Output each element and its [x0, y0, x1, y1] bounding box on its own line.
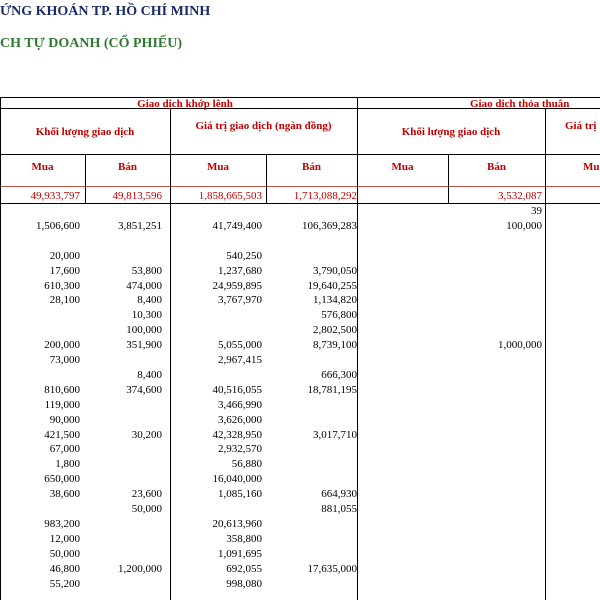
cell-gt-ban: 664,930	[321, 488, 357, 500]
header-volume: Khối lượng giao dịch	[35, 126, 135, 138]
cell-kl-ban: 50,000	[131, 503, 162, 515]
cell-tt-kl-ban: 39	[531, 205, 542, 217]
cell-kl-mua: 610,300	[44, 280, 80, 292]
cell-gt-mua: 358,800	[226, 533, 262, 545]
cell-kl-mua: 90,000	[49, 414, 80, 426]
cell-kl-mua: 28,100	[49, 294, 80, 306]
cell-gt-mua: 1,237,680	[218, 265, 262, 277]
cell-kl-mua: 1,800	[55, 458, 80, 470]
cell-kl-mua: 50,000	[49, 548, 80, 560]
cell-gt-mua: 41,749,400	[212, 220, 262, 232]
cell-gt-ban: 3,790,050	[313, 265, 357, 277]
cell-kl-mua: 55,200	[49, 578, 80, 590]
total-gt-mua: 1,858,665,503	[198, 190, 262, 202]
cell-kl-mua: 810,600	[44, 384, 80, 396]
cell-gt-mua: 3,767,970	[218, 294, 262, 306]
cell-gt-mua: 16,040,000	[212, 473, 262, 485]
col-border	[170, 108, 171, 600]
cell-gt-ban: 3,017,710	[313, 429, 357, 441]
cell-kl-mua: 200,000	[44, 339, 80, 351]
cell-tt-kl-ban: 100,000	[506, 220, 542, 232]
cell-gt-ban: 881,055	[321, 503, 357, 515]
cell-gt-mua: 692,055	[226, 563, 262, 575]
cell-kl-ban: 8,400	[137, 294, 162, 306]
cell-kl-ban: 10,300	[131, 309, 162, 321]
cell-gt-ban: 18,781,195	[307, 384, 357, 396]
cell-kl-ban: 3,851,251	[118, 220, 162, 232]
header-buy: Mu	[583, 161, 600, 173]
cell-gt-mua: 20,613,960	[212, 518, 262, 530]
header-sell: Bán	[487, 161, 506, 173]
cell-gt-mua: 3,626,000	[218, 414, 262, 426]
cell-kl-ban: 23,600	[131, 488, 162, 500]
total-tt-kl-ban: 3,532,087	[498, 190, 542, 202]
cell-gt-mua: 24,959,895	[212, 280, 262, 292]
cell-gt-ban: 576,800	[321, 309, 357, 321]
cell-gt-ban: 17,635,000	[307, 563, 357, 575]
cell-kl-ban: 100,000	[126, 324, 162, 336]
report-title: CH TỰ DOANH (CỔ PHIẾU)	[0, 36, 182, 51]
exchange-title: ỨNG KHOÁN TP. HỒ CHÍ MINH	[0, 4, 211, 19]
total-kl-mua: 49,933,797	[30, 190, 80, 202]
header-buy: Mua	[391, 161, 414, 173]
cell-gt-ban: 1,134,820	[313, 294, 357, 306]
col-border	[545, 108, 546, 600]
cell-gt-ban: 106,369,283	[302, 220, 357, 232]
cell-gt-mua: 540,250	[226, 250, 262, 262]
total-top-accent	[0, 186, 600, 187]
cell-kl-ban: 30,200	[131, 429, 162, 441]
cell-kl-mua: 46,800	[49, 563, 80, 575]
cell-kl-mua: 650,000	[44, 473, 80, 485]
cell-kl-mua: 983,200	[44, 518, 80, 530]
header-negotiated: Giao dịch thỏa thuận	[470, 98, 570, 110]
cell-gt-ban: 2,802,500	[313, 324, 357, 336]
cell-kl-mua: 421,500	[44, 429, 80, 441]
header-sell: Bán	[302, 161, 321, 173]
cell-kl-mua: 73,000	[49, 354, 80, 366]
cell-kl-ban: 351,900	[126, 339, 162, 351]
cell-kl-ban: 474,000	[126, 280, 162, 292]
cell-kl-mua: 12,000	[49, 533, 80, 545]
header-value: Giá trị giao dịch (ngàn đồng)	[195, 120, 332, 132]
cell-kl-mua: 38,600	[49, 488, 80, 500]
cell-kl-mua: 1,506,600	[36, 220, 80, 232]
subheader-border	[0, 154, 600, 155]
header-sell: Bán	[118, 161, 137, 173]
cell-gt-mua: 56,880	[231, 458, 262, 470]
cell-gt-mua: 3,466,990	[218, 399, 262, 411]
cell-tt-kl-ban: 1,000,000	[498, 339, 542, 351]
cell-gt-mua: 5,055,000	[218, 339, 262, 351]
header-buy: Mua	[31, 161, 54, 173]
cell-kl-mua: 67,000	[49, 443, 80, 455]
header-order-matching: Giao dịch khớp lệnh	[137, 98, 233, 110]
cell-gt-mua: 40,516,055	[212, 384, 262, 396]
cell-kl-ban: 8,400	[137, 369, 162, 381]
cell-kl-ban: 1,200,000	[118, 563, 162, 575]
total-border	[0, 203, 600, 204]
cell-gt-ban: 8,739,100	[313, 339, 357, 351]
cell-gt-mua: 2,932,570	[218, 443, 262, 455]
cell-gt-ban: 666,300	[321, 369, 357, 381]
cell-gt-mua: 1,091,695	[218, 548, 262, 560]
cell-gt-mua: 998,080	[226, 578, 262, 590]
cell-gt-ban: 19,640,255	[307, 280, 357, 292]
cell-kl-mua: 119,000	[44, 399, 80, 411]
total-gt-ban: 1,713,088,292	[293, 190, 357, 202]
cell-kl-ban: 374,600	[126, 384, 162, 396]
cell-gt-mua: 42,328,950	[212, 429, 262, 441]
cell-kl-mua: 17,600	[49, 265, 80, 277]
cell-kl-ban: 53,800	[131, 265, 162, 277]
cell-gt-mua: 1,085,160	[218, 488, 262, 500]
header-buy: Mua	[207, 161, 229, 173]
cell-gt-mua: 2,967,415	[218, 354, 262, 366]
cell-kl-mua: 20,000	[49, 250, 80, 262]
header-volume-deal: Khối lượng giao dịch	[401, 126, 501, 138]
total-kl-ban: 49,813,596	[112, 190, 162, 202]
header-value-deal: Giá trị	[565, 120, 597, 132]
